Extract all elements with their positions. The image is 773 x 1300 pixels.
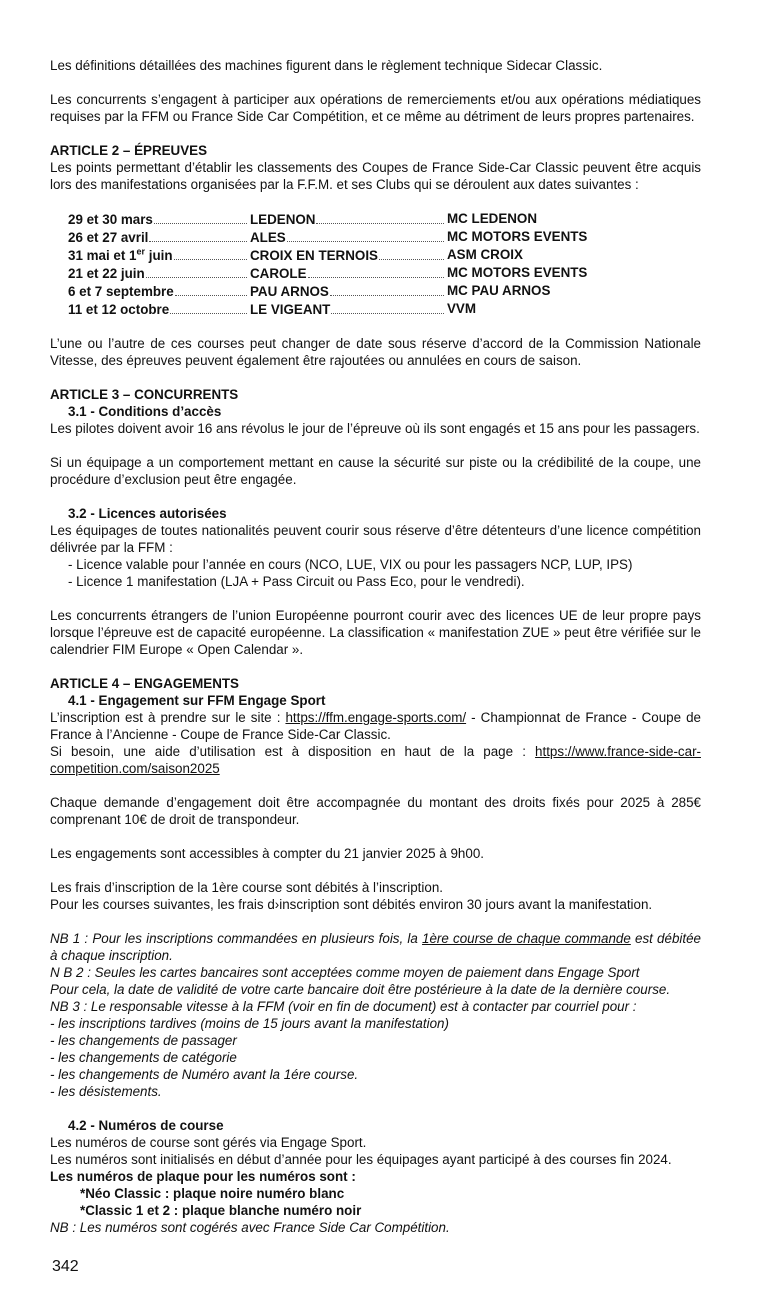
- article-4-heading: ARTICLE 4 – ENGAGEMENTS: [50, 676, 239, 691]
- calendar-club-cell: [447, 282, 587, 300]
- definitions-paragraph: Les définitions détaillées des machines figurent dans le règlement technique Sidecar Classic.: [50, 58, 603, 73]
- nb1-text-end: est débitée à chaque inscription.: [50, 931, 701, 963]
- dot-leader: [154, 210, 247, 224]
- calendar-date: 6 et 7 septembre: [68, 284, 174, 299]
- calendar-club: ASM CROIX: [447, 247, 523, 262]
- foreign-competitors: Les concurrents étrangers de l’union Européenne pourront courir avec des licences UE de leur propre pays lorsque l’épreuve est de capacité européenne. La classification « manifestation ZUE » peut être vérifiée sur le calendrier FIM Europe « Open Calendar ».: [50, 608, 701, 657]
- calendar-row: [68, 228, 587, 246]
- calendar-date-month: juin: [145, 248, 173, 263]
- race-calendar: [68, 210, 587, 318]
- following-race-fees: Pour les courses suivantes, les frais d›inscription sont débités environ 30 jours avant la manifestation.: [50, 897, 653, 912]
- first-race-fees: Les frais d’inscription de la 1ère course sont débités à l’inscription.: [50, 880, 443, 895]
- opening-date: Les engagements sont accessibles à compter du 21 janvier 2025 à 9h00.: [50, 846, 484, 861]
- neo-classic-plate: *Néo Classic : plaque noire numéro blanc: [80, 1186, 345, 1201]
- section-3-2-heading: 3.2 - Licences autorisées: [68, 506, 227, 521]
- calendar-club-cell: [447, 246, 587, 264]
- nb3-note: NB 3 : Le responsable vitesse à la FFM (voir en fin de document) est à contacter par courriel pour :: [50, 999, 637, 1014]
- calendar-club-cell: [447, 210, 587, 228]
- nb2-card-validity: Pour cela, la date de validité de votre carte bancaire doit être postérieure à la date de la dernière course.: [50, 982, 671, 997]
- registration-site-text: L’inscription est à prendre sur le site :: [50, 710, 286, 725]
- nb3-item: - les inscriptions tardives (moins de 15 jours avant la manifestation): [50, 1016, 449, 1031]
- calendar-date-ordinal: er: [136, 246, 145, 257]
- fees-paragraph: Chaque demande d’engagement doit être accompagnée du montant des droits fixés pour 2025 à 285€ comprenant 10€ de droit de transpondeur.: [50, 795, 701, 827]
- calendar-date-cell: [68, 264, 250, 282]
- dot-leader: [170, 300, 247, 314]
- licences-intro: Les équipages de toutes nationalités peuvent courir sous réserve d’être détenteurs d’une licence compétition délivrée par la FFM :: [50, 523, 701, 555]
- calendar-venue-cell: [250, 246, 447, 264]
- calendar-club-cell: [447, 228, 587, 246]
- calendar-date-cell: [68, 282, 250, 300]
- calendar-club: MC MOTORS EVENTS: [447, 229, 588, 244]
- calendar-date: 29 et 30 mars: [68, 212, 153, 227]
- calendar-club: MC MOTORS EVENTS: [447, 265, 588, 280]
- calendar-row: [68, 210, 587, 228]
- calendar-date-cell: [68, 300, 250, 318]
- section-4-1-heading: 4.1 - Engagement sur FFM Engage Sport: [68, 693, 326, 708]
- calendar-venue: CROIX EN TERNOIS: [250, 248, 378, 263]
- dot-leader: [175, 282, 247, 296]
- race-numbers-initialized: Les numéros sont initialisés en début d’année pour les équipages ayant participé à des courses fin 2024.: [50, 1152, 672, 1167]
- calendar-venue-cell: [250, 210, 447, 228]
- registration-site-paragraph: [50, 709, 701, 743]
- calendar-row: [68, 264, 587, 282]
- participation-paragraph: Les concurrents s’engagent à participer aux opérations de remerciements et/ou aux opérations médiatiques requises par la FFM ou France Side Car Compétition, et ce même au détriment de leurs propres partenaires.: [50, 92, 701, 124]
- article-2-intro: Les points permettant d’établir les classements des Coupes de France Side-Car Classic peuvent être acquis lors des manifestations organisées par la F.F.M. et ses Clubs qui se déroulent aux dates suivantes :: [50, 160, 701, 192]
- race-numbers-note: NB : Les numéros sont cogérés avec France Side Car Compétition.: [50, 1220, 450, 1235]
- nb1-note: [50, 930, 701, 964]
- calendar-venue-cell: [250, 282, 447, 300]
- help-text: Si besoin, une aide d’utilisation est à disposition en haut de la page :: [50, 744, 536, 759]
- nb3-item: - les désistements.: [50, 1084, 162, 1099]
- help-link[interactable]: https://www.france-side-car-competition.com/saison2025: [50, 744, 701, 776]
- section-4-2-heading: 4.2 - Numéros de course: [68, 1118, 224, 1133]
- calendar-row: [68, 282, 587, 300]
- calendar-venue-cell: [250, 300, 447, 318]
- calendar-club-cell: [447, 264, 587, 282]
- calendar-club: VVM: [447, 301, 477, 316]
- dot-leader: [174, 246, 247, 260]
- calendar-date-cell: [68, 228, 250, 246]
- article-3-heading: ARTICLE 3 – CONCURRENTS: [50, 387, 239, 402]
- licence-item-single-event: - Licence 1 manifestation (LJA + Pass Circuit ou Pass Eco, pour le vendredi).: [68, 574, 525, 589]
- calendar-date: 21 et 22 juin: [68, 266, 145, 281]
- calendar-date-cell: [68, 210, 250, 228]
- page-number: 342: [52, 1258, 79, 1275]
- document-page: [50, 57, 701, 1236]
- calendar-venue: LEDENON: [250, 212, 316, 227]
- calendar-club-cell: [447, 300, 587, 318]
- nb2-note: N B 2 : Seules les cartes bancaires sont acceptées comme moyen de paiement dans Engage Sport: [50, 965, 640, 980]
- nb1-text: NB 1 : Pour les inscriptions commandées en plusieurs fois, la: [50, 931, 423, 946]
- nb1-underlined: 1ère course de chaque commande: [422, 931, 631, 946]
- calendar-date: [68, 248, 173, 263]
- plate-numbers-heading: Les numéros de plaque pour les numéros sont :: [50, 1169, 356, 1184]
- section-3-1-heading: 3.1 - Conditions d’accès: [68, 404, 222, 419]
- calendar-date: 11 et 12 octobre: [68, 302, 170, 317]
- licence-item-annual: - Licence valable pour l’année en cours (NCO, LUE, VIX ou pour les passagers NCP, LUP, IPS): [68, 557, 633, 572]
- nb3-item: - les changements de catégorie: [50, 1050, 237, 1065]
- calendar-venue: PAU ARNOS: [250, 284, 329, 299]
- age-requirement: Les pilotes doivent avoir 16 ans révolus le jour de l’épreuve où ils sont engagés et 15 ans pour les passagers.: [50, 421, 700, 436]
- calendar-venue: LE VIGEANT: [250, 302, 331, 317]
- exclusion-procedure: Si un équipage a un comportement mettant en cause la sécurité sur piste ou la crédibilité de la coupe, une procédure d’exclusion peut être engagée.: [50, 455, 701, 487]
- calendar-club: MC LEDENON: [447, 211, 538, 226]
- dot-leader: [287, 228, 444, 242]
- calendar-row: [68, 246, 587, 264]
- calendar-venue: CAROLE: [250, 266, 307, 281]
- dot-leader: [146, 264, 247, 278]
- calendar-date: 26 et 27 avril: [68, 230, 149, 245]
- calendar-date-part: 31 mai et 1: [68, 248, 137, 263]
- dot-leader: [316, 210, 444, 224]
- dot-leader: [331, 300, 444, 314]
- classic-plate: *Classic 1 et 2 : plaque blanche numéro noir: [80, 1203, 362, 1218]
- calendar-venue: ALES: [250, 230, 286, 245]
- nb3-item: - les changements de Numéro avant la 1ére course.: [50, 1067, 359, 1082]
- nb3-item: - les changements de passager: [50, 1033, 237, 1048]
- registration-site-path: - Championnat de France - Coupe de France à l’Ancienne - Coupe de France Side-Car Classic.: [50, 710, 701, 742]
- race-numbers-managed: Les numéros de course sont gérés via Engage Sport.: [50, 1135, 367, 1150]
- dot-leader: [308, 264, 444, 278]
- calendar-venue-cell: [250, 228, 447, 246]
- dot-leader: [149, 228, 247, 242]
- calendar-row: [68, 300, 587, 318]
- help-paragraph: [50, 743, 701, 777]
- calendar-venue-cell: [250, 264, 447, 282]
- calendar-date-cell: [68, 246, 250, 264]
- dot-leader: [379, 246, 444, 260]
- dot-leader: [330, 282, 444, 296]
- article-2-heading: ARTICLE 2 – ÉPREUVES: [50, 143, 208, 158]
- article-2-note: L’une ou l’autre de ces courses peut changer de date sous réserve d’accord de la Commission Nationale Vitesse, des épreuves peuvent également être rajoutées ou annulées en cours de saison.: [50, 336, 701, 368]
- engage-sports-link[interactable]: https://ffm.engage-sports.com/: [285, 710, 467, 725]
- calendar-club: MC PAU ARNOS: [447, 283, 551, 298]
